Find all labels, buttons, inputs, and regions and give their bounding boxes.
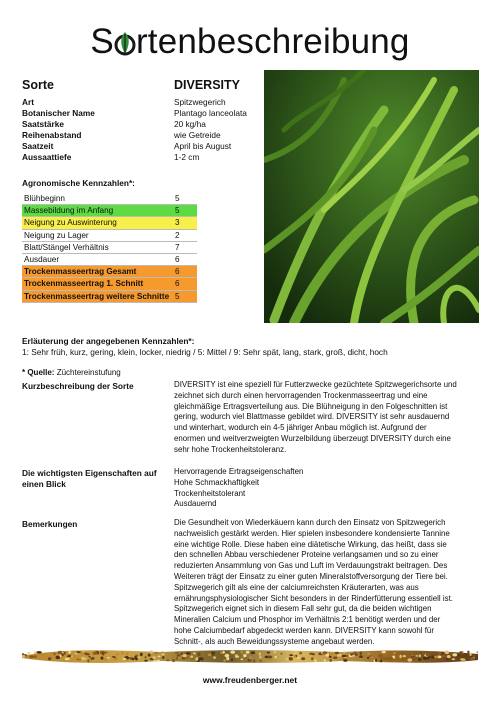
bemerkung-line: eine wichtige Rolle. Diese haben eine diätetische Wirkung, das heißt, dass sie — [174, 539, 447, 549]
kennzahl-value: 5 — [175, 194, 180, 203]
fact-row — [22, 119, 262, 130]
eigenschaft-item: Hervorragende Ertragseigenschaften — [174, 467, 304, 476]
agronomic-table — [22, 193, 197, 303]
kurz-line: DIVERSITY ist eine speziell für Futterzwecke gezüchtete Spitzwegerichsorte und — [174, 380, 457, 389]
fact-value: Plantago lanceolata — [174, 108, 247, 118]
kennzahl-name: Blühbeginn — [24, 194, 65, 203]
fact-value: wie Getreide — [174, 130, 221, 140]
kurz-line: gering, wodurch viel Blattmasse gebildet wird. DIVERSITY ist sehr ausdauernd — [174, 412, 450, 422]
fact-label: Botanischer Name — [22, 108, 95, 118]
bemerkung-line: den schnellen Abbau verschiedener Proteine verlangsamen und so zu einer — [174, 550, 439, 560]
plant-photo — [264, 70, 479, 323]
fact-row — [22, 108, 262, 119]
bemerkung-line: Spitzwegerich gilt als eine der calciumreichsten Kräuterarten, was aus — [174, 582, 419, 592]
bemerkung-line: Mineralien Calcium und Phosphor im Verhältnis 2:1 benötigt werden und der — [174, 615, 441, 625]
bemerkung-line: Spitzwegerich eignet sich in diesem Fall sehr gut, da die beiden wichtigen — [174, 604, 432, 614]
title-prefix: S — [90, 22, 114, 61]
bemerkung-line: reduzierten Ansammlung von Gas und Luft im Verdauungstrakt beitragen. Des — [174, 561, 448, 571]
facts-list — [22, 97, 262, 163]
sorte-label: Sorte — [22, 78, 54, 92]
fact-label: Art — [22, 97, 34, 107]
fact-label: Saatzeit — [22, 141, 54, 151]
kennzahl-value: 6 — [175, 267, 180, 277]
fact-value: April bis August — [174, 141, 232, 151]
kennzahl-row — [22, 205, 197, 217]
sorte-name: DIVERSITY — [174, 78, 240, 92]
kennzahl-name: Trockenmasseertrag 1. Schnitt — [24, 279, 144, 289]
fact-label: Aussaattiefe — [22, 152, 72, 162]
kennzahl-value: 5 — [175, 291, 180, 301]
kennzahl-row — [22, 278, 197, 290]
bemerkung-line: nachweislich gestärkt werden. Hier spielen insbesondere kondensierte Tannine — [174, 528, 450, 538]
kurz-text — [174, 380, 492, 456]
kurz-label: Kurzbeschreibung der Sorte — [22, 381, 134, 391]
fact-value: 20 kg/ha — [174, 119, 206, 129]
agronomic-heading: Agronomische Kennzahlen*: — [22, 178, 135, 188]
kurz-line: sehr hohe Trockenheitstoleranz. — [174, 444, 287, 454]
fact-label: Saatstärke — [22, 119, 64, 129]
bemerkungen-text — [174, 518, 492, 648]
bemerkung-line: ernährungsphysiologischer Sicht besonders in der Rinderfütterung essentiell ist. — [174, 593, 453, 603]
kurz-line: zeichnet sich durch einen hervorragenden Trockenmasseertrag und eine — [174, 390, 428, 400]
bemerkung-line: Die Gesundheit von Wiederkäuern kann durch den Einsatz von Spitzwegerich — [174, 518, 446, 527]
kennzahl-name: Massebildung im Anfang — [24, 206, 114, 216]
kennzahl-row — [22, 242, 197, 254]
bemerkung-line: Weiteren trägt der Einsatz zu einer guten Mineralstoffversorgung der Tiere bei. — [174, 571, 448, 581]
eigenschaften-list — [174, 467, 492, 510]
kennzahl-row — [22, 193, 197, 205]
page-title — [0, 22, 500, 62]
bemerkung-line: hohe Calciumbedarf abgedeckt werden kann. DIVERSITY kann sowohl für — [174, 625, 434, 635]
kurz-line: und winterhart, wodurch ein 4-5 jähriger Anbau möglich ist. Aufgrund der — [174, 423, 427, 433]
kennzahl-name: Trockenmasseertrag Gesamt — [24, 267, 137, 277]
source-value: Züchtereinstufung — [56, 368, 121, 377]
kennzahl-name: Blatt/Stängel Verhältnis — [24, 242, 109, 252]
fact-row — [22, 130, 262, 141]
kennzahl-name: Ausdauer — [24, 254, 60, 264]
fact-row — [22, 141, 262, 152]
fact-row — [22, 152, 262, 163]
kennzahl-value: 7 — [175, 242, 180, 252]
fact-row — [22, 97, 262, 108]
website-link[interactable]: www.freudenberger.net — [202, 675, 298, 685]
explanation-text: 1: Sehr früh, kurz, gering, klein, locker, niedrig / 5: Mittel / 9: Sehr spät, lang, stark, groß, dicht, hoch — [22, 347, 388, 357]
kennzahl-value: 3 — [175, 218, 180, 228]
kennzahl-row — [22, 254, 197, 266]
eigenschaften-label — [22, 468, 157, 490]
kennzahl-row — [22, 291, 197, 303]
kennzahl-name: Neigung zu Auswinterung — [24, 218, 117, 228]
kennzahl-value: 6 — [175, 279, 180, 289]
eigenschaften-label-line: Die wichtigsten Eigenschaften auf — [22, 468, 157, 478]
kurz-line: gleichmäßige Ertragsverteilung aus. Die Blühneigung in den Folgeschnitten ist — [174, 401, 448, 411]
bemerkung-line: Schnitt-, als auch Beweidungssysteme angebaut werden. — [174, 636, 375, 646]
kennzahl-row — [22, 230, 197, 242]
eigenschaften-label-line: einen Blick — [22, 478, 66, 489]
kurz-line: enormen und weitverzweigten Wurzelbildung überzeugt DIVERSITY durch eine — [174, 433, 451, 443]
eigenschaft-item: Trockenheitstolerant — [174, 488, 246, 498]
source-line — [22, 368, 121, 377]
explanation-heading: Erläuterung der angegebenen Kennzahlen*: — [22, 336, 195, 346]
fact-value: 1-2 cm — [174, 152, 200, 162]
bemerkungen-label: Bemerkungen — [22, 519, 78, 529]
fact-label: Reihenabstand — [22, 130, 82, 140]
kennzahl-name: Trockenmasseertrag weitere Schnitte — [24, 291, 170, 301]
kennzahl-value: 2 — [175, 230, 180, 240]
kennzahl-row — [22, 217, 197, 229]
source-label: * Quelle: — [22, 368, 55, 377]
kennzahl-name: Neigung zu Lager — [24, 230, 89, 240]
eigenschaft-item: Hohe Schmackhaftigkeit — [174, 477, 260, 487]
eigenschaft-item: Ausdauernd — [174, 499, 217, 509]
leaf-logo-icon — [114, 25, 136, 51]
seed-banner-image — [22, 646, 478, 666]
kennzahl-row — [22, 266, 197, 278]
title-suffix: rtenbeschreibung — [135, 22, 410, 61]
fact-value: Spitzwegerich — [174, 97, 226, 107]
kennzahl-value: 6 — [175, 254, 180, 264]
kennzahl-value: 5 — [175, 206, 180, 216]
